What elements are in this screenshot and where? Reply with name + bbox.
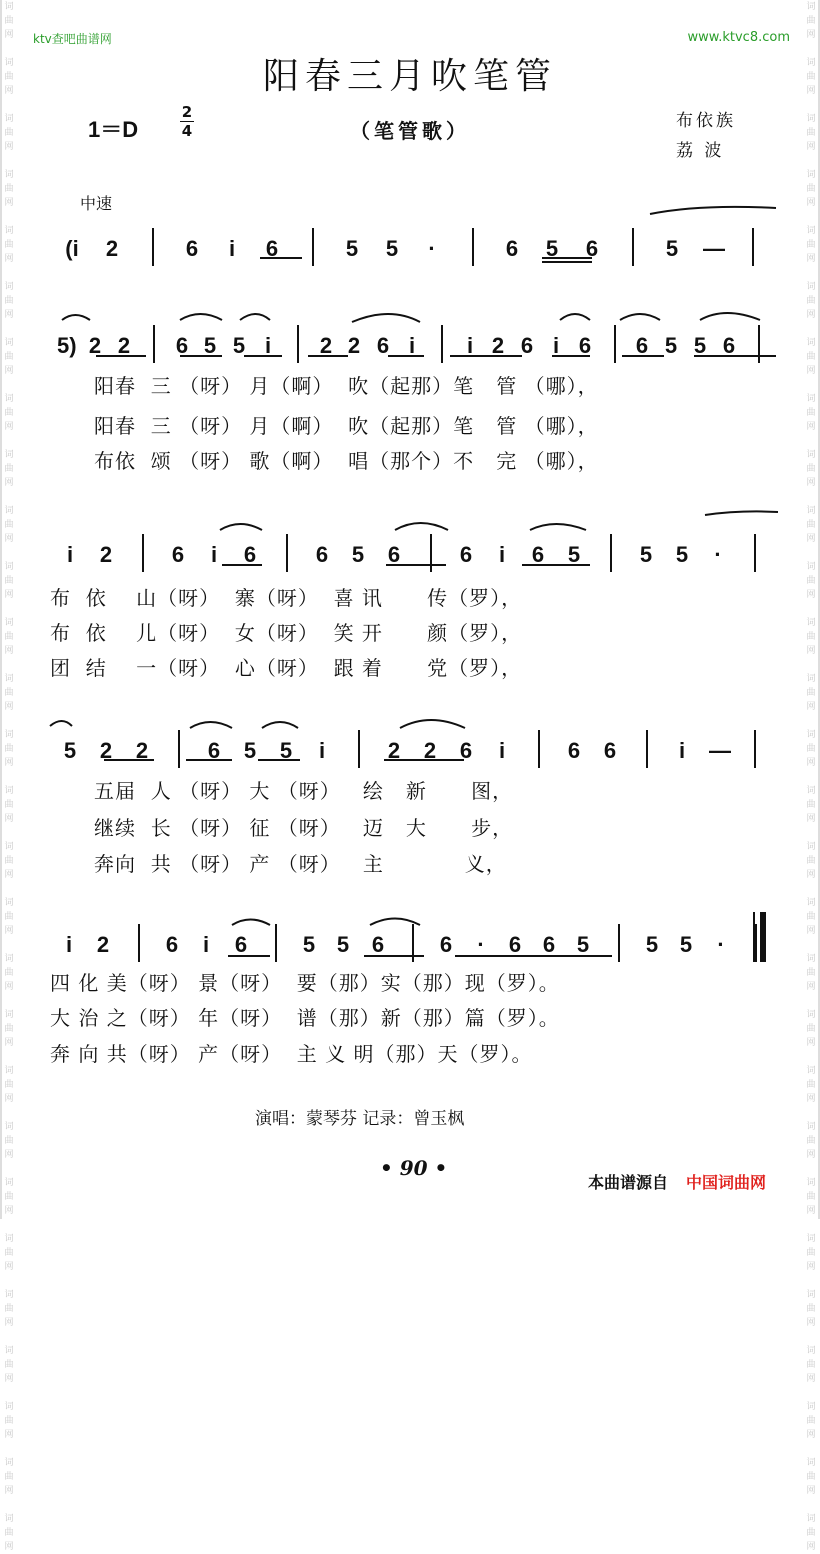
note: · — [717, 932, 725, 957]
lyric-text: 奔向 共 （呀） 产 （呀） 主 义， — [94, 852, 507, 876]
slur-arc — [620, 314, 660, 320]
note: 6 — [459, 738, 473, 763]
note: i — [228, 236, 236, 261]
lyric-text: 团 结 一（呀） 心（呀） 跟 着 党（罗）， — [50, 656, 523, 680]
lyric-text: 布 依 山（呀） 寨（呀） 喜 讯 传（罗）， — [50, 586, 523, 610]
note: 5 — [232, 333, 246, 358]
note: 5 — [203, 333, 217, 358]
slur-arc — [395, 523, 448, 530]
note: i — [466, 333, 474, 358]
note: i — [498, 542, 506, 567]
note: 5 — [679, 932, 693, 957]
note: 5 — [336, 932, 350, 957]
slur-arc — [400, 720, 465, 728]
final-bar — [760, 912, 766, 962]
page-number: • 90 • — [380, 1156, 448, 1180]
note: 6 — [243, 542, 257, 567]
slur-arc — [190, 722, 232, 728]
note: 6 — [585, 236, 599, 261]
note: 5 — [665, 236, 679, 261]
note: i — [552, 333, 560, 358]
note: 6 — [165, 932, 179, 957]
note: 2 — [347, 333, 361, 358]
note: 6 — [603, 738, 617, 763]
note: i — [498, 738, 506, 763]
lyric-text: 大 治 之（呀） 年（呀） 谱（那）新（那）篇（罗）。 — [50, 1006, 560, 1030]
note: 2 — [423, 738, 437, 763]
note: i — [264, 333, 272, 358]
note: 5 — [279, 738, 293, 763]
watermark-site-right[interactable]: www.ktvc8.com — [687, 30, 790, 45]
time-sig-bottom: 4 — [181, 122, 193, 140]
slur-arc — [352, 314, 420, 322]
note: i — [408, 333, 416, 358]
note: — — [703, 236, 725, 261]
note: 5 — [576, 932, 590, 957]
note: 2 — [491, 333, 505, 358]
time-sig-top: 2 — [181, 103, 193, 121]
note: 6 — [439, 932, 453, 957]
note: 2 — [319, 333, 333, 358]
slur-arc — [50, 721, 72, 726]
note: 5 — [351, 542, 365, 567]
slur-arc — [240, 314, 270, 320]
note: i — [678, 738, 686, 763]
note: i — [65, 932, 73, 957]
note: 6 — [315, 542, 329, 567]
slur-arc — [705, 511, 778, 515]
note: 5 — [385, 236, 399, 261]
slur-arc — [232, 920, 270, 926]
note: 2 — [135, 738, 149, 763]
note: 5 — [639, 542, 653, 567]
note: 6 — [175, 333, 189, 358]
tempo-marking: 中速 — [80, 194, 113, 213]
note: 6 — [171, 542, 185, 567]
lyric-text: 奔 向 共（呀） 产（呀） 主 义 明（那）天（罗）。 — [50, 1042, 533, 1066]
note: 6 — [207, 738, 221, 763]
watermark-site-left[interactable]: ktv查吧曲谱网 — [33, 32, 112, 46]
note: 5 — [345, 236, 359, 261]
note: 6 — [505, 236, 519, 261]
lyric-text: 四 化 美（呀） 景（呀） 要（那）实（那）现（罗）。 — [50, 971, 560, 995]
slur-arc — [62, 315, 90, 320]
note: 6 — [371, 932, 385, 957]
note: 5 — [664, 333, 678, 358]
note: 6 — [578, 333, 592, 358]
note: 2 — [99, 542, 113, 567]
slur-arc — [180, 314, 222, 320]
slur-arc — [530, 524, 586, 530]
note: 5 — [645, 932, 659, 957]
note: i — [202, 932, 210, 957]
note: 2 — [88, 333, 102, 358]
source-label: 本曲谱源自 — [588, 1173, 669, 1192]
note: 5 — [675, 542, 689, 567]
slur-arc — [650, 207, 776, 214]
lyric-text: 阳春 三 （呀） 月（啊） 吹（起那）笔 管 （哪）， — [94, 414, 599, 438]
note: — — [709, 738, 731, 763]
slur-arc — [262, 722, 298, 728]
note: i — [210, 542, 218, 567]
note: 5 — [693, 333, 707, 358]
note: 5 — [302, 932, 316, 957]
note: 6 — [387, 542, 401, 567]
song-title: 阳春三月吹笔管 — [262, 56, 557, 97]
note: 2 — [117, 333, 131, 358]
note: 6 — [567, 738, 581, 763]
note: 6 — [185, 236, 199, 261]
note: 6 — [520, 333, 534, 358]
slur-arc — [560, 314, 590, 320]
note: 6 — [234, 932, 248, 957]
note: 5 — [545, 236, 559, 261]
lyric-text: 五届 人 （呀） 大 （呀） 绘 新 图， — [94, 779, 514, 803]
note: 6 — [265, 236, 279, 261]
lyric-text: 布依 颂 （呀） 歌（啊） 唱（那个）不 完 （哪）， — [94, 449, 599, 473]
side-watermark-left: 词 曲 网 词 曲 网 词 曲 网 词 曲 网 词 曲 网 词 曲 网 词 曲 网 词 曲 网 词 曲 网 词 曲 网 词 曲 网 词 曲 网 词 曲 网 词 曲 网 词 曲 网 词 曲 网 词 曲 网 词 曲 网 词 曲 网 词 曲 网 词 曲 网 词 曲 网 词 曲 网 词 曲 网 词 曲 网 词 曲 网 词 曲 网 词 曲 网 — [4, 2, 14, 1552]
note: 6 — [508, 932, 522, 957]
lyric-text: 布 依 儿（呀） 女（呀） 笑 开 颜（罗）， — [50, 621, 523, 645]
note: 5 — [567, 542, 581, 567]
credit-place: 荔 波 — [676, 141, 725, 161]
note: · — [477, 932, 485, 957]
subtitle: （笔管歌） — [350, 119, 470, 143]
note: · — [714, 542, 722, 567]
note: 6 — [376, 333, 390, 358]
credit-ethnicity: 布依族 — [676, 111, 736, 131]
note: i — [66, 542, 74, 567]
note: 6 — [459, 542, 473, 567]
performer-credit: 演唱：蒙琴芬 记录：曾玉枫 — [255, 1109, 465, 1129]
slur-arc — [370, 919, 420, 926]
note: · — [428, 236, 436, 261]
key-signature: 1＝D — [88, 117, 139, 142]
lyric-text: 阳春 三 （呀） 月（啊） 吹（起那）笔 管 （哪）， — [94, 374, 599, 398]
note: 6 — [542, 932, 556, 957]
note: 5 — [243, 738, 257, 763]
source-brand[interactable]: 中国词曲网 — [686, 1173, 767, 1192]
slur-arc — [700, 313, 760, 320]
note: 2 — [96, 932, 110, 957]
note: 6 — [531, 542, 545, 567]
note: 2 — [387, 738, 401, 763]
note: 5 — [63, 738, 77, 763]
note: i — [318, 738, 326, 763]
note: 2 — [99, 738, 113, 763]
note: 2 — [105, 236, 119, 261]
slur-arc — [220, 524, 262, 530]
side-watermark-right: 词 曲 网 词 曲 网 词 曲 网 词 曲 网 词 曲 网 词 曲 网 词 曲 网 词 曲 网 词 曲 网 词 曲 网 词 曲 网 词 曲 网 词 曲 网 词 曲 网 词 曲 网 词 曲 网 词 曲 网 词 曲 网 词 曲 网 词 曲 网 词 曲 网 词 曲 网 词 曲 网 词 曲 网 词 曲 网 词 曲 网 词 曲 网 词 曲 网 — [806, 2, 816, 1552]
note: 5) — [57, 333, 77, 358]
note: 6 — [722, 333, 736, 358]
lyric-text: 继续 长 （呀） 征 （呀） 迈 大 步， — [94, 816, 514, 840]
note: 6 — [635, 333, 649, 358]
note: (i — [65, 236, 79, 261]
